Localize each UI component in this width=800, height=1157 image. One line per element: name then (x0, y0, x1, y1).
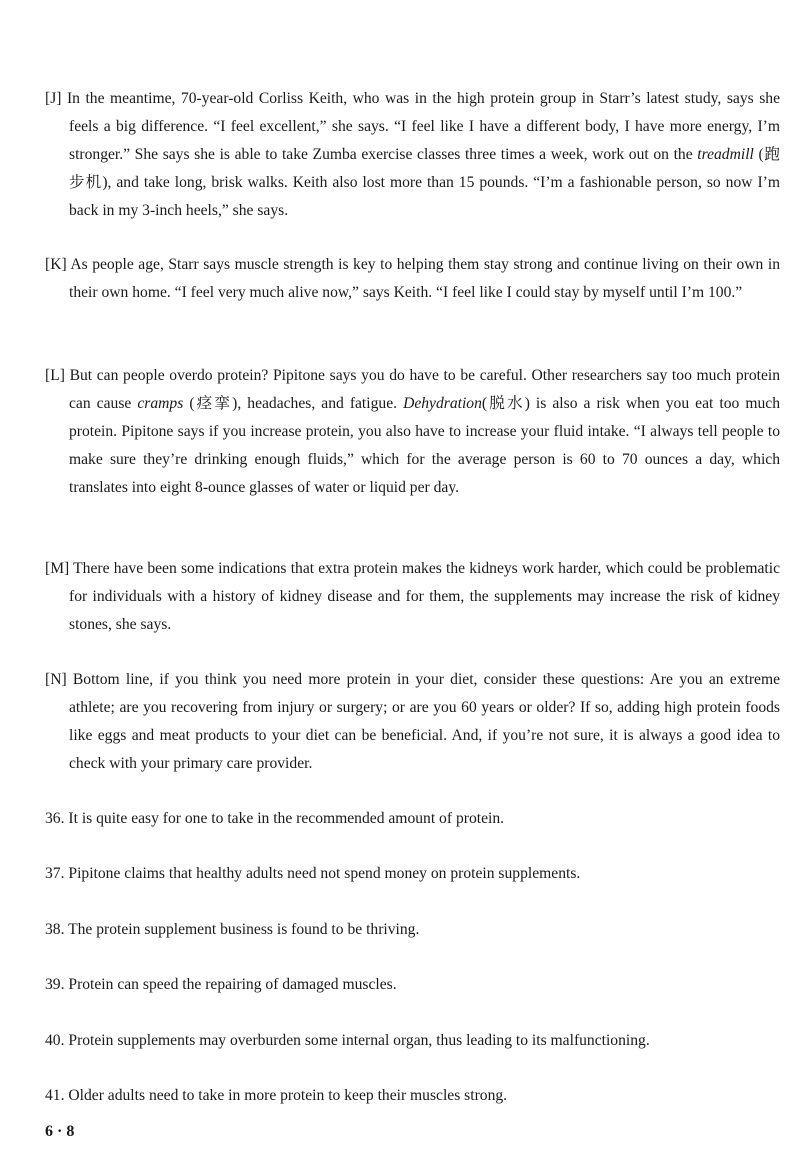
paragraph-l (45, 362, 780, 502)
paragraph-l-text-2: , headaches, and fatigue. (237, 395, 404, 412)
paragraph-j-text-1: [J] In the meantime, 70-year-old Corliss Keith, who was in the high protein group in Starr’s latest study, says she feels a big difference. “I feel excellent,” she says. “I feel like I have a different body, I have more energy, I’m stronger.” She says she is able to take Zumba exercise classes three times a week, work out on the (45, 90, 780, 163)
paragraph-k: [K] As people age, Starr says muscle strength is key to helping them stay strong and continue living on their own in their own home. “I feel very much alive now,” says Keith. “I feel like I could stay by myself until I’m 100.” (45, 256, 780, 301)
paragraph-m: [M] There have been some indications that extra protein makes the kidneys work harder, which could be problematic for individuals with a history of kidney disease and for them, the supplements may increase the risk of kidney stones, she says. (45, 560, 780, 633)
page-number: 6 · 8 (45, 1123, 75, 1140)
gloss-dehydration: (脱水) (481, 395, 530, 412)
question-41: 41. Older adults need to take in more protein to keep their muscles strong. (45, 1087, 508, 1104)
paragraph-j-text-2: , and take long, brisk walks. Keith also lost more than 15 pounds. “I’m a fashionable person, so now I’m back in my 3-inch heels,” she says. (69, 174, 780, 219)
question-40: 40. Protein supplements may overburden some internal organ, thus leading to its malfunctioning. (45, 1032, 650, 1049)
gloss-treadmill: (跑步机) (69, 146, 781, 191)
term-dehydration: Dehydration (403, 395, 482, 412)
paragraph-j (45, 85, 780, 225)
question-38: 38. The protein supplement business is found to be thriving. (45, 921, 420, 938)
question-39: 39. Protein can speed the repairing of damaged muscles. (45, 976, 397, 993)
term-cramps: cramps (137, 395, 184, 412)
term-treadmill: treadmill (697, 146, 754, 163)
paragraph-n: [N] Bottom line, if you think you need more protein in your diet, consider these questions: Are you an extreme athlete; are you recovering from injury or surgery; or are you 60 years or older? If so, adding high protein foods like eggs and meat products to your diet can be beneficial. And, if you’re not sure, it is always a good idea to check with your primary care provider. (45, 671, 780, 772)
question-37: 37. Pipitone claims that healthy adults need not spend money on protein supplements. (45, 865, 581, 882)
question-36: 36. It is quite easy for one to take in the recommended amount of protein. (45, 810, 505, 827)
paragraph-l-text-1: [L] But can people overdo protein? Pipitone says you do have to be careful. Other researchers say too much protein can cause (45, 367, 780, 412)
gloss-cramps: (痉挛) (183, 395, 238, 412)
paragraph-l-text-3: is also a risk when you eat too much protein. Pipitone says if you increase protein, you also have to increase your fluid intake. “I always tell people to make sure they’re drinking enough fluids,” which for the average person is 60 to 70 ounces a day, which translates into eight 8-ounce glasses of water or liquid per day. (69, 395, 780, 496)
